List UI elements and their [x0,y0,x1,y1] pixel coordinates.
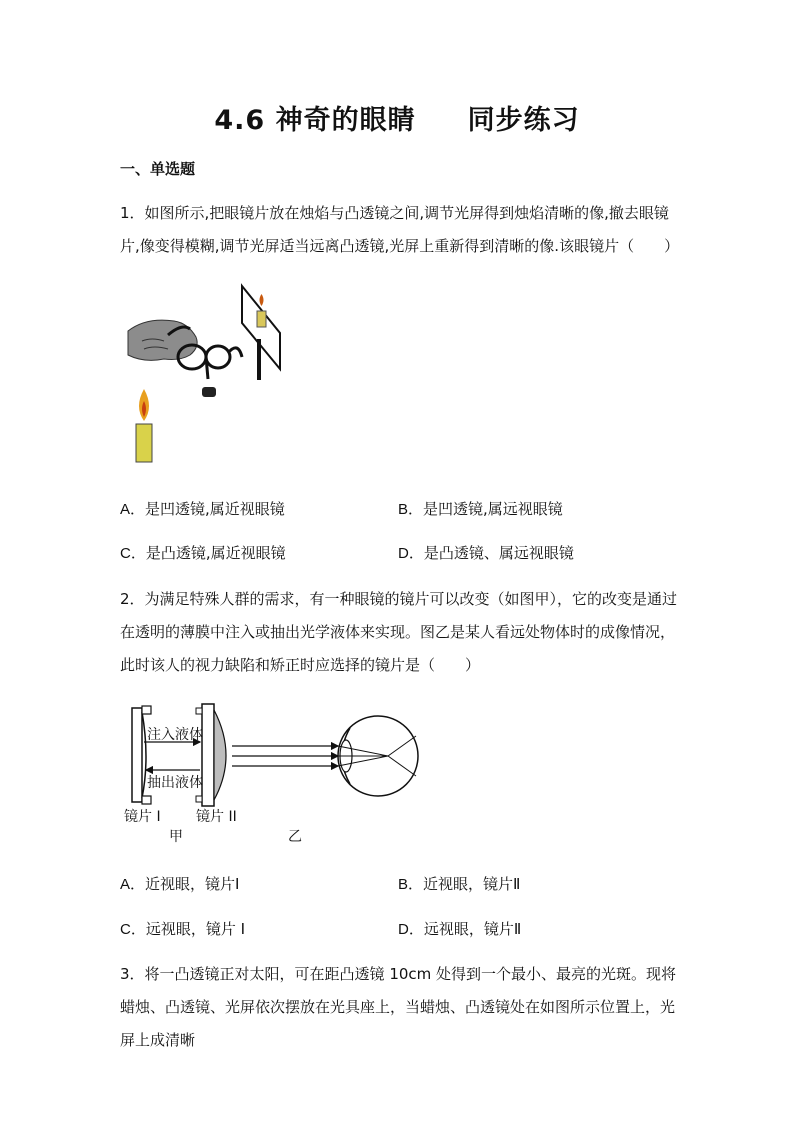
question-2-option-c[interactable] [120,918,245,941]
question-1-figure [122,283,292,465]
question-3-text: 3．将一凸透镜正对太阳，可在距凸透镜 10cm 处得到一个最小、最亮的光斑。现将蜡烛、凸透镜、光屏依次摆放在光具座上，当蜡烛、凸透镜处在如图所示位置上，光屏上成清晰 [120,965,677,1049]
option-text: 是凸透镜、属远视眼镜 [423,544,574,562]
question-2-option-a[interactable] [120,873,239,896]
label-jia: 甲 [169,829,183,845]
label-extract-liquid: 抽出液体 [147,775,203,791]
label-inject-liquid: 注入液体 [147,727,203,743]
option-key: D． [398,545,424,562]
label-yi: 乙 [288,829,302,845]
option-key: C． [120,921,146,938]
option-text: 是凸透镜,属近视眼镜 [145,544,286,562]
page-title: 4.6 神奇的眼睛 同步练习 [214,105,580,136]
option-key: B． [398,501,424,518]
question-1-option-c[interactable] [120,542,286,565]
option-text: 远视眼，镜片 I [145,920,246,938]
option-text: 近视眼，镜片Ⅰ [145,875,240,893]
option-key: B． [398,876,424,893]
label-lens-2: 镜片 II [196,809,237,825]
question-1-text: 1．如图所示,把眼镜片放在烛焰与凸透镜之间,调节光屏得到烛焰清晰的像,撤去眼镜片,像变得模糊,调节光屏适当远离凸透镜,光屏上重新得到清晰的像.该眼镜片（ ） [120,204,680,255]
option-key: C． [120,545,146,562]
option-key: A． [120,501,146,518]
question-1-option-d[interactable] [398,542,574,565]
option-text: 近视眼，镜片Ⅱ [423,875,521,893]
option-key: D． [398,921,424,938]
section-heading: 一、单选题 [120,160,196,178]
option-key: A． [120,876,146,893]
label-lens-1: 镜片 I [124,809,161,825]
question-1-option-b[interactable] [398,498,563,521]
question-2-option-b[interactable] [398,873,520,896]
option-text: 是凹透镜,属远视眼镜 [423,500,563,518]
option-text: 是凹透镜,属近视眼镜 [145,500,285,518]
question-1-option-a[interactable] [120,498,285,521]
option-text: 远视眼，镜片Ⅱ [423,920,522,938]
question-2-option-d[interactable] [398,918,521,941]
question-2-text: 2．为满足特殊人群的需求，有一种眼镜的镜片可以改变（如图甲），它的改变是通过在透明的薄膜中注入或抽出光学液体来实现。图乙是某人看远处物体时的成像情况，此时该人的视力缺陷和矫正时应选择的镜片是（ ） [120,590,678,674]
